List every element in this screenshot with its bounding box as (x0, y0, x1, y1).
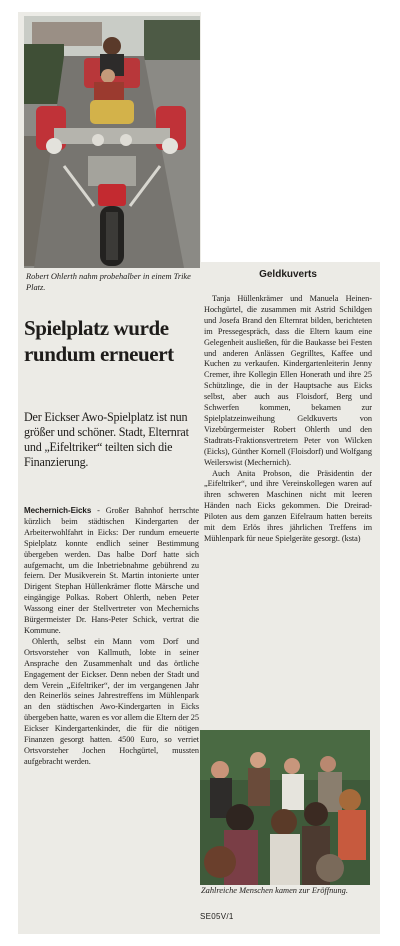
crowd-photo-caption: Zahlreiche Menschen kamen zur Eröffnung. (201, 886, 348, 895)
paragraph-4: Auch Anita Probson, die Präsidentin der „Eifeltriker“, und ihre Vereinskollegen waren auf ihren schweren Maschinen nicht mit leeren Händen nach Eicks gekommen. Die Dreirad-Piloten aus dem ganzen Eifelraum hatten bereits mit dem Erlös ihres jährlichen Treffens im Mühlenpark für neue Spielgeräte gesorgt. (ksta) (204, 468, 372, 543)
trike-photo (24, 16, 200, 268)
dateline: Mechernich-Eicks (24, 506, 92, 515)
crowd-photo (200, 730, 370, 885)
article-subhead: Der Eickser Awo-Spielplatz ist nun größer und schöner. Stadt, Elternrat und „Eifeltriker“ teilten sich die Finanzierung. (24, 410, 189, 469)
article-headline: Spielplatz wurde rundum erneuert (24, 316, 174, 366)
trike-photo-caption: Robert Ohlerth nahm probehalber in einem Trike Platz. (26, 272, 191, 292)
article-body-right (204, 294, 372, 545)
reference-code: SE05V/1 (200, 912, 234, 921)
paragraph-3: Tanja Hüllenkrämer und Manuela Heinen-Hochgürtel, die zusammen mit Astrid Schildgen und Josefa Brand den Elternrat bilden, berichteten im Pressegespräch, dass die Eltern kaum eine Gelegenheit ausließen, für die Baukasse bei Festen und anderen Anlässen Gegrilltes, Kaffee und Kuchen zu verkaufen. Kindergartenleiterin Jenny Cremer, ihre Kollegin Ellen Honerath und ihre 25 Schützlinge, die in der Hauptsache aus Eicks selbst, aber auch aus Floisdorf, Berg und Schwerfen kommen, bekamen zur Spielplatzeinweihung Geldkuverts von Vizebürgermeister Robert Ohlerth und den Stadtrats-Fraktionsvertretern Peter von Wilcken (Eicks), Günther Kornell (Floisdorf) und Wolfgang Weilerswist (Mechernich). (204, 294, 372, 467)
article-body-left (24, 506, 199, 768)
paragraph-2: Ohlerth, selbst ein Mann vom Dorf und Ortsvorsteher von Kallmuth, lobte in seiner Ansprache den Zusammenhalt und das örtliche Engagement der Eickser. Denn neben der Stadt und dem Verein „Eifeltriker“, der im vergangenen Jahr den Reinerlös seines Jahrestreffens im Mühlenpark an den städtischen Awo-Kindergarten in Eicks übergeben hatte, waren es vor allem die Eltern der 25 Eickser Kindergartenkinder, die für die nötigen Finanzen gesorgt hatten. 4500 Euro, so verriet Ortsvorsteher Jochen Hochgürtel, mussten aufgebracht werden. (24, 636, 199, 766)
paragraph-1 (24, 506, 199, 637)
paragraph-1-text: - Großer Bahnhof herrschte kürzlich beim städtischen Kindergarten der Arbeiterwohlfahrt in Eicks: Der rundum erneuerte Spielplatz konnte endlich seiner Bestimmung übergeben werden. Das halbe Dorf hatte sich aufgemacht, um die Inbetriebnahme gebührend zu feiern. Der Musikverein St. Martin intonierte unter Dirigent Stephan Hüllenkrämer flotte Märsche und eingängige Polkas. Robert Ohlerth, neben Peter Wassong einer der Stellvertreter von Mechernichs Bürgermeister Dr. Hans-Peter Schick, vertrat die Kommune. (24, 506, 199, 635)
section-subhead: Geldkuverts (259, 269, 317, 280)
